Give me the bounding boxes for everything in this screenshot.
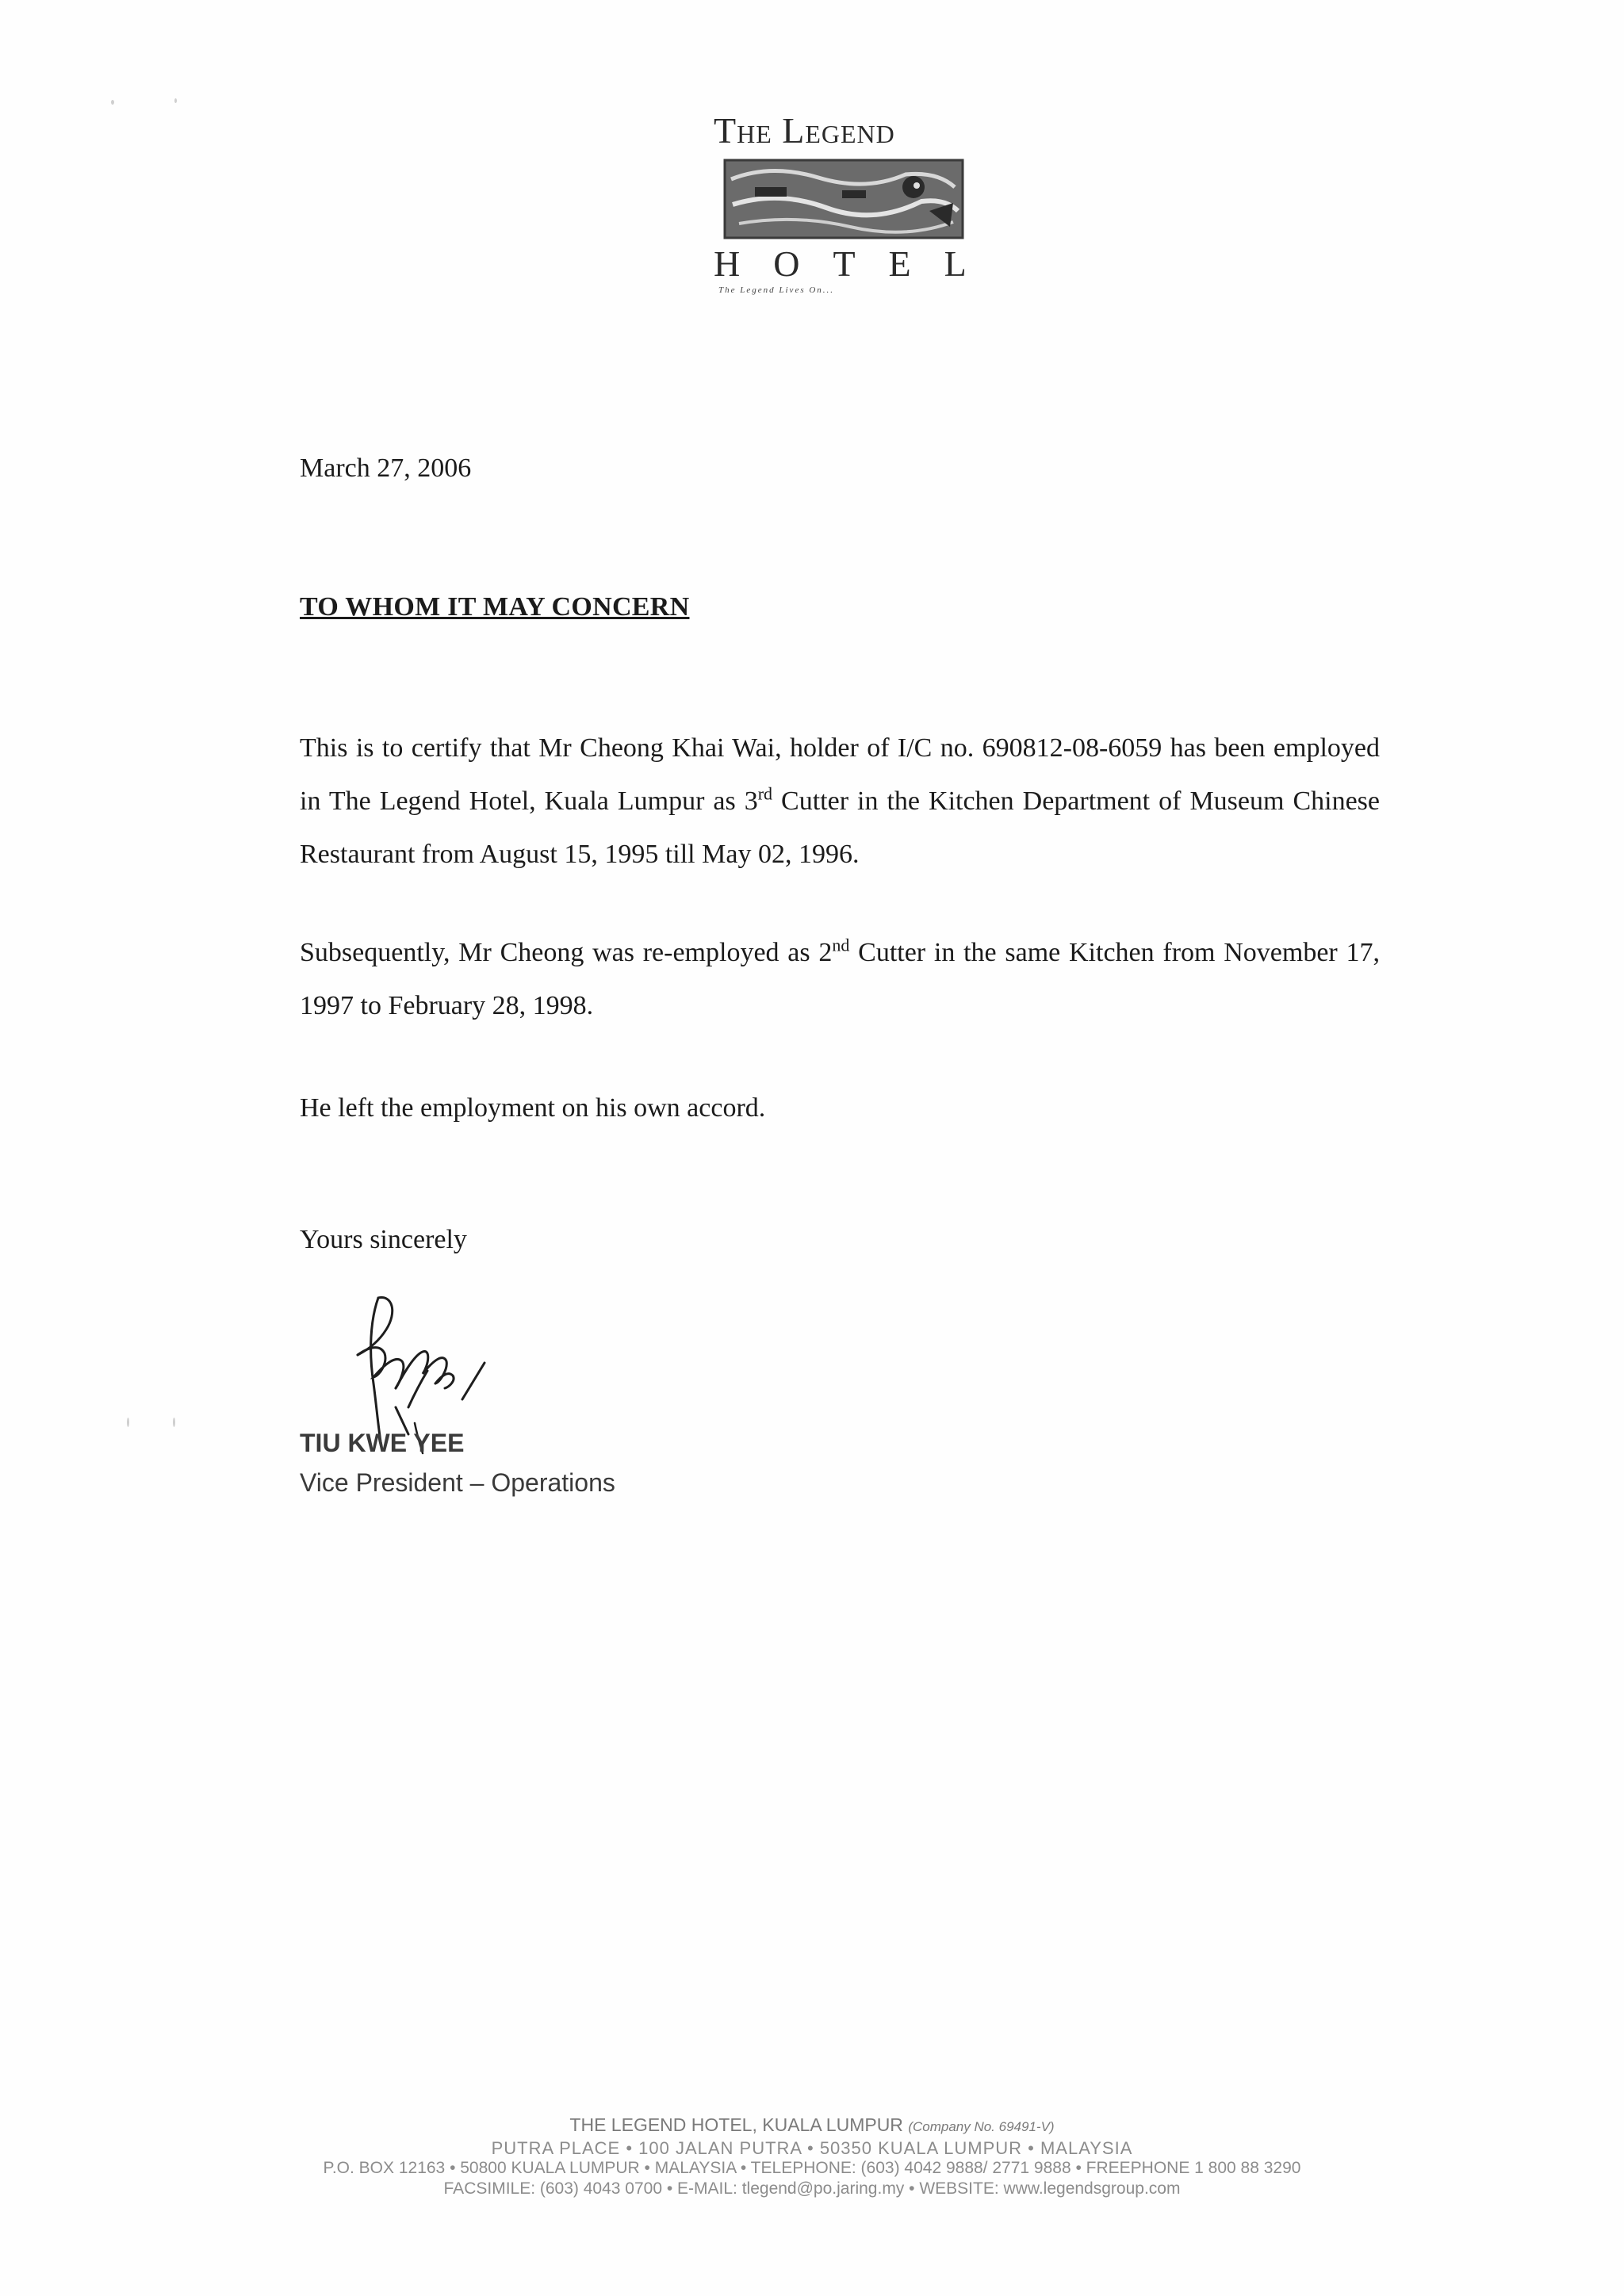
closing-salutation: Yours sincerely bbox=[300, 1225, 467, 1254]
paragraph-1-text-b: Cutter in the Kitchen Department of Museum Chinese Restaurant from August 15, 1995 till May 02, 1996. bbox=[300, 786, 1380, 869]
body-paragraph-2 bbox=[300, 926, 1380, 1032]
letter-date: March 27, 2006 bbox=[300, 453, 472, 483]
ordinal-suffix: rd bbox=[757, 783, 773, 804]
footer-contact: P.O. BOX 12163 • 50800 KUALA LUMPUR • MALAYSIA • TELEPHONE: (603) 4042 9888/ 2771 9888 • FREEPHONE 1 800 88 3290 bbox=[323, 2159, 1301, 2177]
paragraph-1-text-a: This is to certify that Mr Cheong Khai Wai, holder of I/C no. 690812-08-6059 has been employed in The Legend Hotel, Kuala Lumpur as 3 bbox=[300, 733, 1380, 816]
body-paragraph-3: He left the employment on his own accord. bbox=[300, 1093, 766, 1123]
scan-speck bbox=[111, 100, 114, 105]
logo-tagline: The Legend Lives On... bbox=[718, 285, 835, 295]
body-paragraph-1 bbox=[300, 721, 1380, 881]
signer-name: TIU KWE YEE bbox=[300, 1429, 465, 1457]
signer-title: Vice President – Operations bbox=[300, 1468, 615, 1497]
footer-hotel-name bbox=[238, 2114, 1386, 2136]
scan-speck bbox=[127, 1418, 129, 1427]
paragraph-2-text-a: Subsequently, Mr Cheong was re-employed as 2 bbox=[300, 938, 833, 967]
scan-speck bbox=[174, 98, 177, 103]
letter-subject: TO WHOM IT MAY CONCERN bbox=[300, 592, 690, 622]
logo-title: The Legend bbox=[714, 110, 895, 151]
footer-web: FACSIMILE: (603) 4043 0700 • E-MAIL: tlegend@po.jaring.my • WEBSITE: www.legendsgroup.com bbox=[443, 2179, 1181, 2198]
dragon-emblem-icon bbox=[723, 155, 964, 243]
scan-speck bbox=[173, 1418, 175, 1427]
paragraph-2-text-b: Cutter in the same Kitchen from November 17, 1997 to February 28, 1998. bbox=[300, 938, 1380, 1020]
logo-subtitle: HOTEL bbox=[714, 243, 1000, 284]
ordinal-suffix: nd bbox=[832, 935, 850, 955]
footer-address: PUTRA PLACE • 100 JALAN PUTRA • 50350 KUALA LUMPUR • MALAYSIA bbox=[491, 2138, 1133, 2158]
footer-company-no: (Company No. 69491-V) bbox=[908, 2119, 1055, 2134]
footer-line-1: THE LEGEND HOTEL, KUALA LUMPUR bbox=[569, 2114, 903, 2135]
hotel-logo bbox=[714, 109, 1000, 298]
